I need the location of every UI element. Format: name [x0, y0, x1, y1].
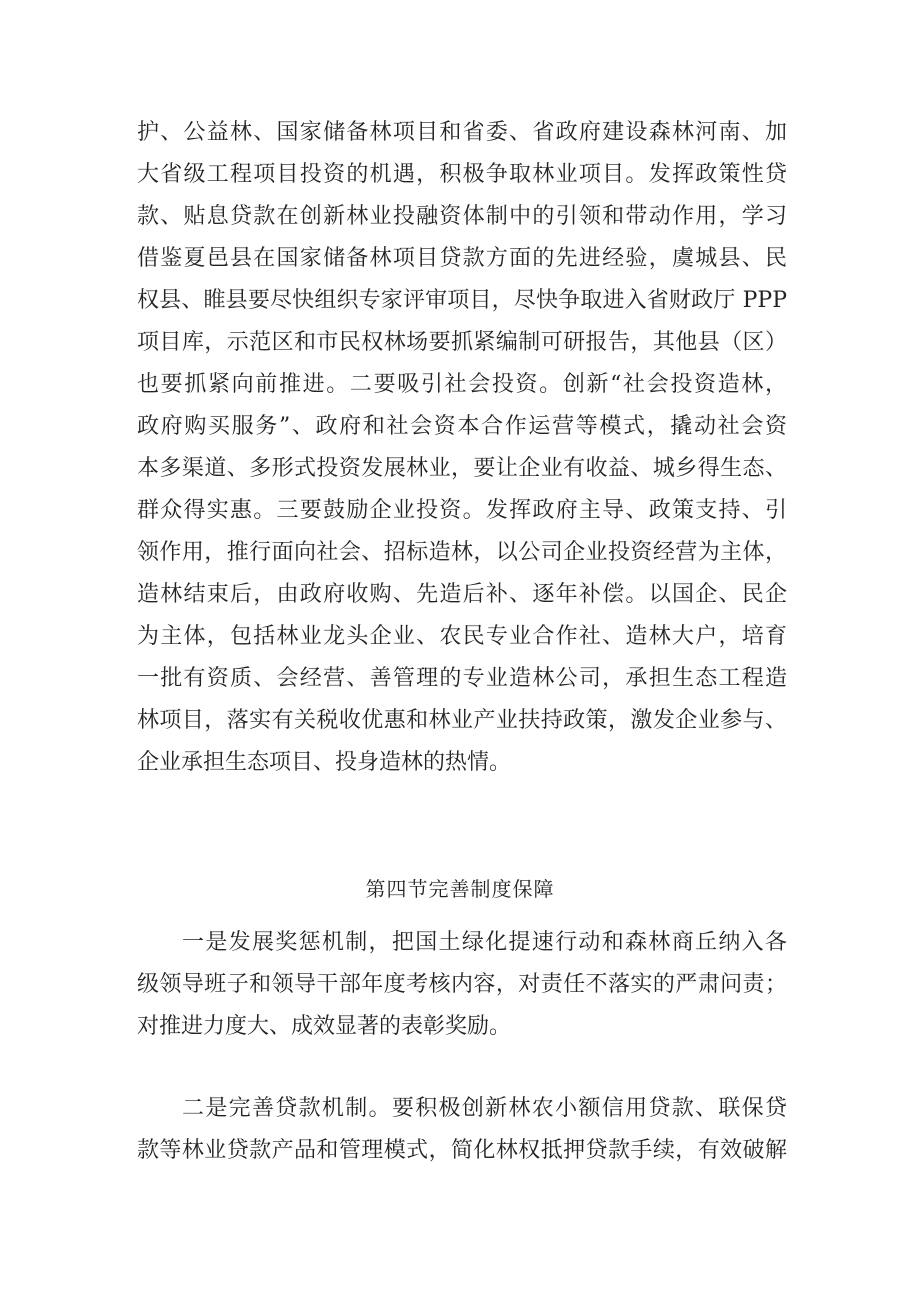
text-line: 林项目，落实有关税收优惠和林业产业扶持政策，激发企业参与、	[137, 708, 787, 733]
text-line: 项目库，示范区和市民权林场要抓紧编制可研报告，其他县（区）	[137, 330, 787, 355]
text-line: 群众得实惠。三要鼓励企业投资。发挥政府主导、政策支持、引	[137, 498, 787, 523]
text-line: 二是完善贷款机制。要积极创新林农小额信用贷款、联保贷	[182, 1096, 787, 1121]
text-line: 大省级工程项目投资的机遇，积极争取林业项目。发挥政策性贷	[137, 162, 787, 187]
section-heading: 第四节完善制度保障	[365, 877, 555, 901]
paragraph-loan	[137, 1088, 787, 1172]
text-line: 企业承担生态项目、投身造林的热情。	[137, 750, 512, 775]
text-line: 级领导班子和领导干部年度考核内容，对责任不落实的严肃问责；	[137, 972, 787, 997]
text-line: 政府购买服务”、政府和社会资本合作运营等模式，撬动社会资	[137, 414, 787, 439]
text-line: 款、贴息贷款在创新林业投融资体制中的引领和带动作用，学习	[137, 204, 787, 229]
text-line: 对推进力度大、成效显著的表彰奖励。	[137, 1014, 512, 1039]
paragraph-continued	[137, 112, 787, 784]
text-line: 权县、睢县要尽快组织专家评审项目，尽快争取进入省财政厅 PPP	[137, 288, 787, 313]
paragraph-incentive	[137, 922, 787, 1048]
text-line: 一是发展奖惩机制，把国土绿化提速行动和森林商丘纳入各	[182, 930, 787, 955]
text-line: 款等林业贷款产品和管理模式，简化林权抵押贷款手续，有效破解	[137, 1138, 787, 1163]
text-line: 护、公益林、国家储备林项目和省委、省政府建设森林河南、加	[137, 120, 787, 145]
text-line: 一批有资质、会经营、善管理的专业造林公司，承担生态工程造	[137, 666, 787, 691]
text-line: 造林结束后，由政府收购、先造后补、逐年补偿。以国企、民企	[137, 582, 787, 607]
text-line: 借鉴夏邑县在国家储备林项目贷款方面的先进经验，虞城县、民	[137, 246, 787, 271]
text-line: 也要抓紧向前推进。二要吸引社会投资。创新“社会投资造林，	[137, 372, 787, 397]
text-line: 为主体，包括林业龙头企业、农民专业合作社、造林大户，培育	[137, 624, 787, 649]
text-line: 领作用，推行面向社会、招标造林，以公司企业投资经营为主体，	[137, 540, 787, 565]
text-line: 本多渠道、多形式投资发展林业，要让企业有收益、城乡得生态、	[137, 456, 787, 481]
